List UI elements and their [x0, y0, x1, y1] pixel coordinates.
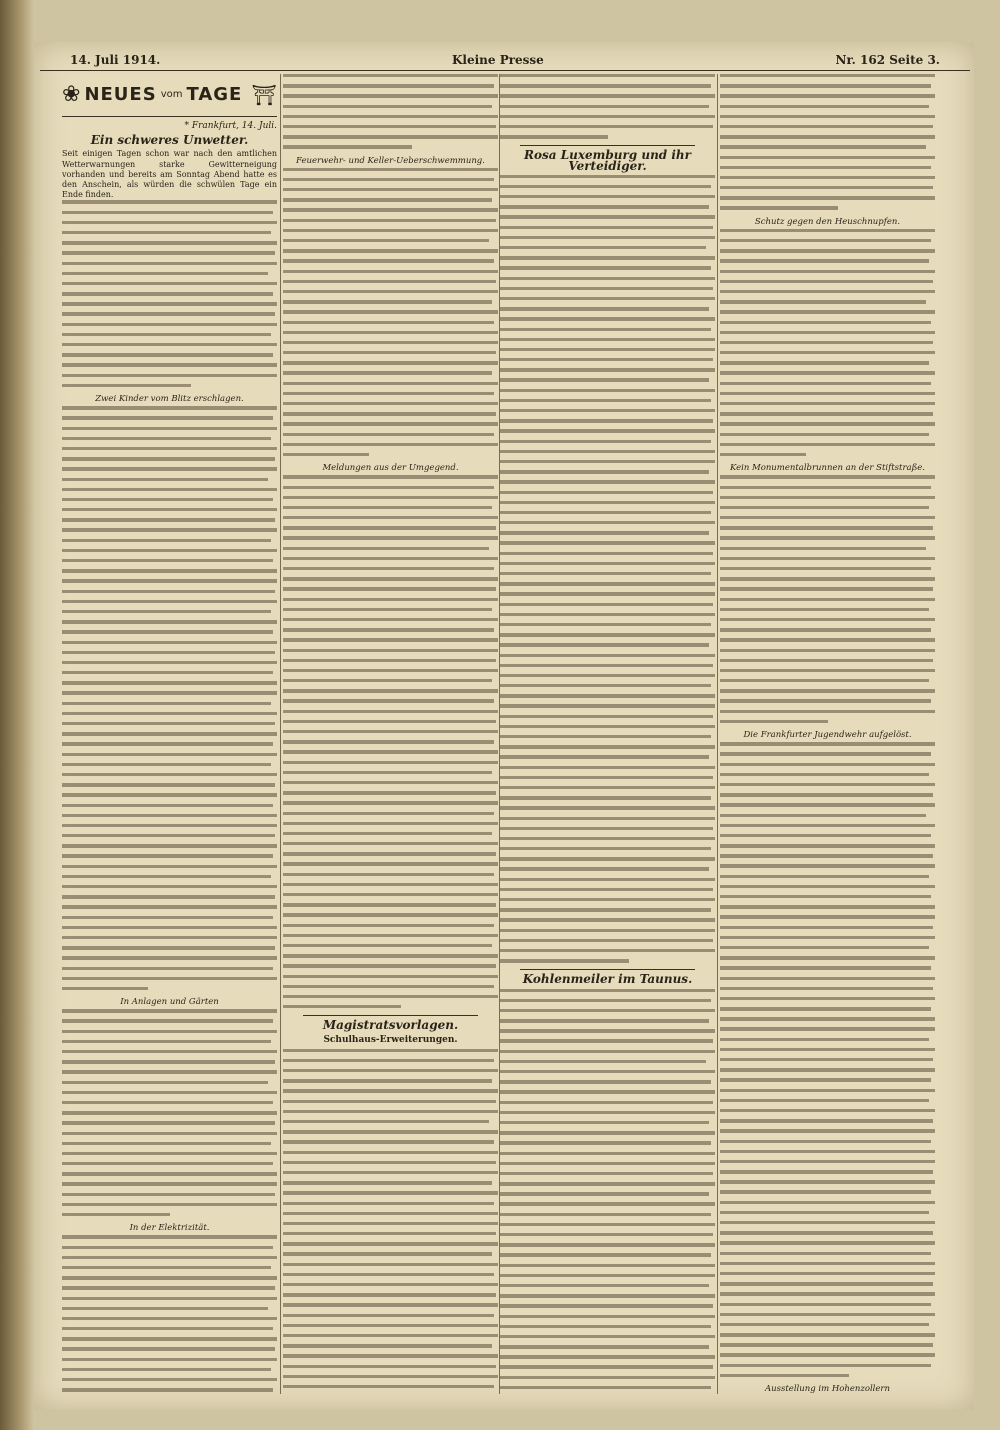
section-rule — [303, 1015, 478, 1016]
subheading-feuerwehr: Feuerwehr- und Keller-Ueberschwemmung. — [296, 155, 485, 166]
column-divider — [717, 74, 718, 1394]
eagle-emblem-icon: ❀ — [62, 81, 81, 107]
subheading-umgegend: Meldungen aus der Umgegend. — [322, 463, 459, 474]
page-header — [40, 50, 970, 71]
cathedral-icon: ⛩ — [251, 82, 277, 107]
header-paper-name: Kleine Presse — [451, 53, 544, 67]
text-block — [283, 1049, 498, 1394]
text-block — [720, 74, 935, 210]
text-block — [720, 475, 935, 723]
subheading-elektrizitaet: In der Elektrizität. — [129, 1223, 210, 1234]
section-rule — [520, 145, 695, 146]
text-block — [283, 168, 498, 457]
subheading-heuschnupfen: Schutz gegen den Heuschnupfen. — [754, 216, 901, 227]
header-date: 14. Juli 1914. — [70, 53, 161, 67]
text-block — [62, 200, 277, 387]
column-1 — [62, 74, 277, 1394]
text-block — [62, 1235, 277, 1394]
dateline: * Frankfurt, 14. Juli. — [184, 121, 277, 131]
section-rule — [520, 969, 695, 970]
column-4 — [720, 74, 935, 1394]
column-divider — [280, 74, 281, 1394]
text-block — [283, 475, 498, 1008]
column-3 — [500, 74, 715, 1394]
subheading-kinder: Zwei Kinder vom Blitz erschlagen. — [95, 393, 244, 404]
subheading-jugendwehr: Die Frankfurter Jugendwehr aufgelöst. — [743, 730, 912, 741]
subheading-brunnen: Kein Monumentalbrunnen an der Stiftstraße. — [729, 463, 926, 474]
masthead-vom: vom — [160, 88, 183, 100]
masthead-title: NEUES — [84, 83, 157, 105]
text-block — [283, 74, 498, 149]
header-page-number: Nr. 162 Seite 3. — [835, 53, 940, 67]
headline-kohlenmeiler: Kohlenmeiler im Taunus. — [522, 972, 693, 987]
headline-luxemburg: Rosa Luxemburg und ihr Verteidiger. — [524, 148, 691, 173]
text-block — [500, 74, 715, 139]
book-binding — [0, 0, 34, 1430]
text-block — [500, 989, 715, 1394]
masthead-tage: TAGE — [186, 83, 243, 105]
masthead — [62, 74, 277, 117]
text-block — [720, 742, 935, 1377]
text-block — [62, 1009, 277, 1216]
headline-magistrat: Magistratsvorlagen. — [322, 1018, 459, 1033]
text-block — [500, 175, 715, 963]
text-block — [720, 229, 935, 457]
article-paragraph: Seit einigen Tagen schon war nach den amtlichen Wetterwarnungen starke Gewitterneigung vorhanden und bereits am Sonntag Abend hatte es den Anschein, als würden die schwülen Tage ein Ende finden. — [62, 149, 277, 200]
subheading-ausstellung: Ausstellung im Hohenzollern — [765, 1384, 890, 1394]
headline-unwetter: Ein schweres Unwetter. — [90, 133, 249, 148]
text-block — [62, 406, 277, 990]
subheading-schulhaus: Schulhaus-Erweiterungen. — [323, 1035, 458, 1046]
subheading-anlagen: In Anlagen und Gärten — [120, 997, 219, 1008]
column-2 — [283, 74, 498, 1394]
